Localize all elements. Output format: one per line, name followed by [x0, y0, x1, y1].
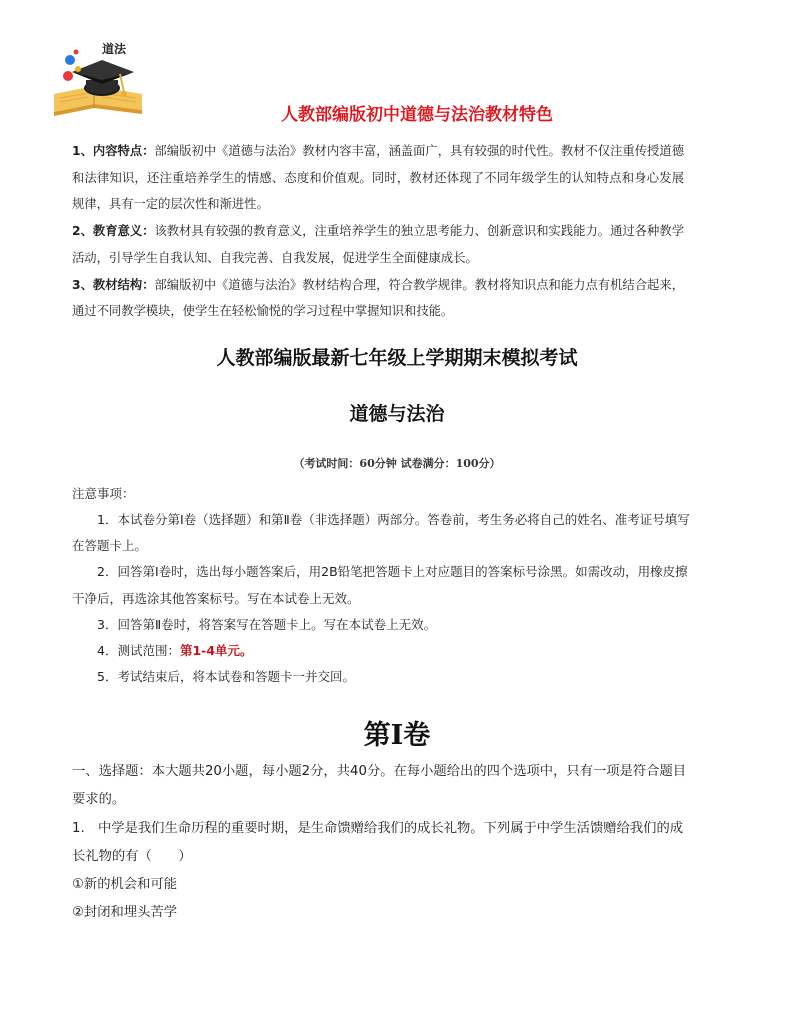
intro-text: 部编版初中《道德与法治》教材结构合理，符合教学规律。教材将知识点和能力点有机结合起来，通过不同教学模块，使学生在轻松愉悦的学习过程中掌握知识和技能。	[72, 277, 684, 319]
banner-title: 人教部编版初中道德与法治教材特色	[281, 105, 553, 125]
exam-title: 人教部编版最新七年级上学期期末模拟考试	[216, 347, 578, 369]
exam-subject: 道德与法治	[349, 403, 445, 425]
test-scope-highlight: 第1-4单元。	[179, 643, 253, 659]
intro-lead: 1、内容特点：	[72, 144, 155, 158]
exam-time-info: （考试时间：60分钟 试卷满分：100分）	[293, 457, 501, 470]
question-text: 中学是我们生命历程的重要时期，是生命馈赠给我们的成长礼物。下列属于中学生活馈赠给我们的成长礼物的有（ ）	[72, 820, 684, 864]
intro-paragraph	[72, 138, 684, 218]
questions-section	[72, 758, 690, 928]
logo-label: 道法	[102, 42, 127, 56]
question-option: ②封闭和埋头苦学	[72, 905, 177, 921]
note-item: 2．回答第Ⅰ卷时，选出每小题答案后，用2B铅笔把答题卡上对应题目的答案标号涂黑。如需改动，用橡皮擦干净后，再选涂其他答案标号。写在本试卷上无效。	[72, 564, 688, 606]
question-number: 1.	[72, 820, 85, 836]
notes-heading: 注意事项：	[72, 486, 135, 501]
question-option: ①新的机会和可能	[72, 877, 177, 893]
intro-paragraph	[72, 218, 684, 271]
intro-section	[72, 138, 684, 325]
note-item: 5．考试结束后，将本试卷和答题卡一并交回。	[97, 669, 355, 685]
intro-text: 该教材具有较强的教育意义，注重培养学生的独立思考能力、创新意识和实践能力。通过各种教学活动，引导学生自我认知、自我完善、自我发展，促进学生全面健康成长。	[72, 224, 684, 265]
note-item-text: 4．测试范围：	[97, 643, 180, 659]
intro-text: 部编版初中《道德与法治》教材内容丰富，涵盖面广，具有较强的时代性。教材不仅注重传授道德和法律知识，还注重培养学生的情感、态度和价值观。同时，教材还体现了不同年级学生的认知特点和身心发展规律，具有一定的层次性和渐进性。	[72, 144, 684, 212]
question-1	[72, 815, 690, 872]
note-item	[72, 638, 692, 664]
part-title: 第Ⅰ卷	[363, 720, 431, 751]
note-item: 3．回答第Ⅱ卷时，将答案写在答题卡上。写在本试卷上无效。	[97, 616, 437, 632]
section-instructions: 一、选择题：本大题共20小题，每小题2分，共40分。在每小题给出的四个选项中，只有一项是符合题目要求的。	[72, 764, 687, 808]
intro-lead: 3、教材结构：	[72, 277, 155, 292]
note-item: 1．本试卷分第Ⅰ卷（选择题）和第Ⅱ卷（非选择题）两部分。答卷前，考生务必将自己的姓名、准考证号填写在答题卡上。	[72, 512, 690, 554]
intro-lead: 2、教育意义：	[72, 224, 155, 239]
notes-section	[72, 481, 692, 690]
intro-paragraph	[72, 272, 684, 325]
